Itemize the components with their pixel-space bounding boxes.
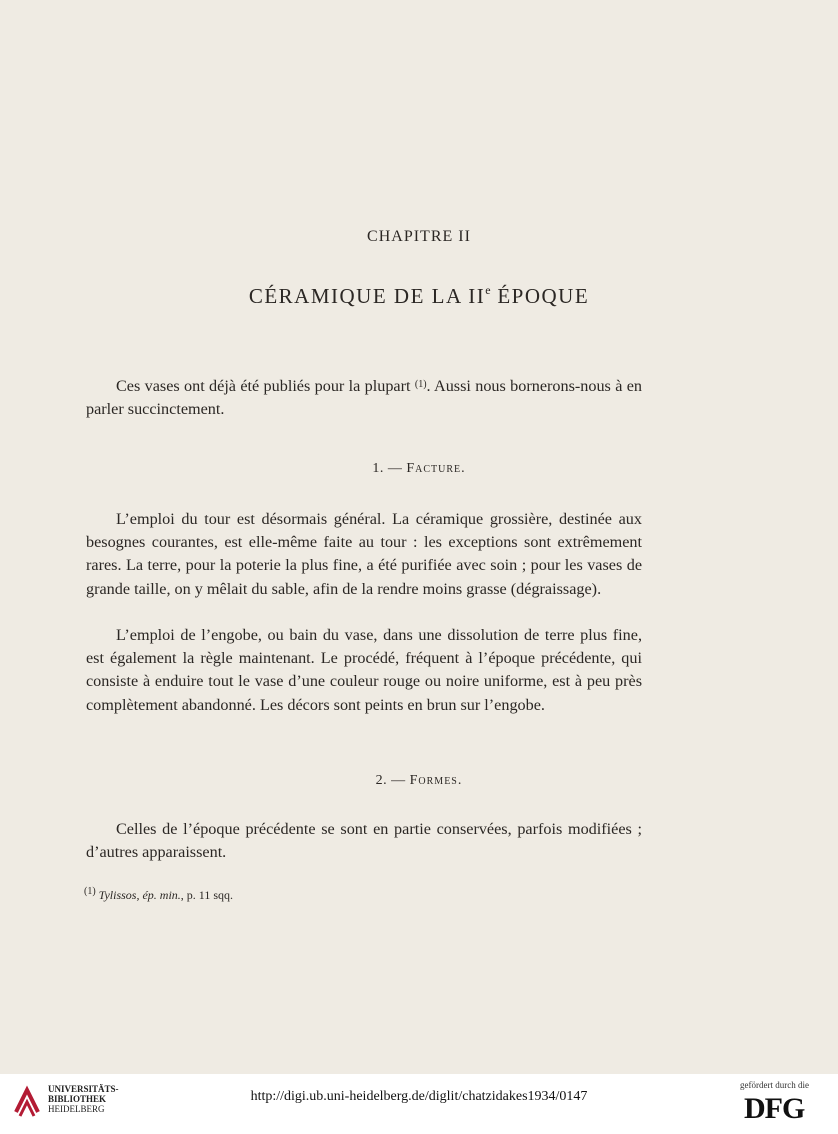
library-name-line: UNIVERSITÄTS- bbox=[48, 1084, 119, 1094]
paragraph-formes: Celles de l’époque précédente se sont en partie conservées, parfois modifiées ; d’autres apparaissent. bbox=[86, 820, 642, 862]
footnote-reference[interactable]: (1) bbox=[414, 379, 427, 390]
library-name-line: BIBLIOTHEK bbox=[48, 1094, 107, 1104]
chapter-title-main: CÉRAMIQUE DE LA II bbox=[248, 284, 486, 308]
paragraph-facture-2: L’emploi de l’engobe, ou bain du vase, dans une dissolution de terre plus fine, est également la règle maintenant. Le procédé, fréquent à l’époque précédente, qui consiste à enduire tout le vase d’une couleur rouge ou noire uniforme, est à peu près complètement abandonné. Les décors sont peints en brun sur l’engobe. bbox=[86, 626, 642, 714]
funder-label: gefördert durch die bbox=[740, 1080, 809, 1090]
library-name-line: HEIDELBERG bbox=[48, 1104, 105, 1114]
chapter-label: CHAPITRE II bbox=[367, 228, 471, 245]
permalink-url[interactable]: http://digi.ub.uni-heidelberg.de/diglit/chatzidakes1934/0147 bbox=[250, 1089, 588, 1104]
chapter-title bbox=[0, 284, 838, 309]
chapter-title-superscript: e bbox=[485, 283, 491, 297]
intro-text-continued: . Aussi nous bornerons-nous à en parler succinctement. bbox=[86, 377, 642, 419]
footnote-source: Tylissos, ép. min. bbox=[98, 888, 181, 902]
section-number: 1. — bbox=[372, 461, 407, 476]
dfg-logo[interactable]: DFG bbox=[744, 1092, 805, 1125]
chapter-title-end: ÉPOQUE bbox=[490, 284, 590, 308]
section-heading-facture bbox=[0, 461, 838, 477]
intro-text: Ces vases ont déjà été publiés pour la plupart bbox=[116, 377, 415, 395]
section-heading-formes bbox=[0, 773, 838, 789]
intro-paragraph bbox=[86, 375, 642, 421]
section-number: 2. — bbox=[375, 773, 410, 788]
section-title: Facture. bbox=[406, 461, 466, 476]
footnote-pages: , p. 11 sqq. bbox=[180, 888, 234, 902]
paragraph-facture-1: L’emploi du tour est désormais général. La céramique grossière, destinée aux besognes courantes, est elle-même faite au tour : les exceptions sont extrêmement rares. La terre, pour la poterie la plus fine, a été purifiée avec soin ; pour les vases de grande taille, on y mêlait du sable, afin de la rendre moins grasse (dégraissage). bbox=[86, 510, 642, 598]
section-title: Formes. bbox=[409, 773, 463, 788]
footnote-marker: (1) bbox=[84, 886, 96, 897]
footnote bbox=[84, 888, 484, 903]
